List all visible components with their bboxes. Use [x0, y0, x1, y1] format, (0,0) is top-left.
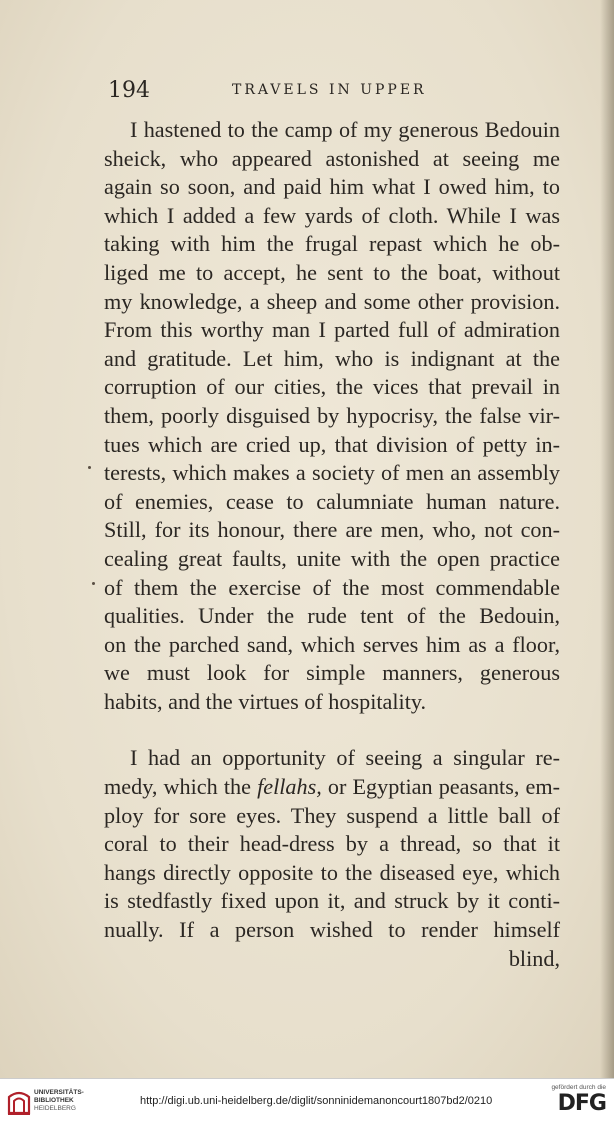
text-line: nually. If a person wished to render himself	[104, 917, 560, 943]
text-line: of them the exercise of the most commendable	[104, 574, 560, 600]
text-segment: medy, which the	[104, 774, 258, 800]
text-line: on the parched sand, which serves him as a floor,	[104, 631, 560, 657]
paragraph-gap	[104, 716, 560, 744]
ink-speck	[88, 466, 91, 469]
text-line: habits, and the virtues of hospitality.	[104, 688, 427, 714]
text-line: taking with him the frugal repast which he ob-	[104, 231, 560, 257]
library-name-line: UNIVERSITÄTS-	[34, 1089, 84, 1096]
text-line: qualities. Under the rude tent of the Bedouin,	[104, 603, 560, 629]
spine-shadow	[600, 0, 614, 1078]
text-segment: or Egyptian peasants, em-	[321, 774, 561, 800]
university-seal-icon	[6, 1087, 32, 1117]
text-line: them, poorly disguised by hypocrisy, the false vir-	[104, 402, 560, 428]
text-line: is stedfastly fixed upon it, and struck by it conti-	[104, 888, 560, 914]
text-line: sheick, who appeared astonished at seeing me	[104, 145, 560, 171]
body-text	[104, 116, 560, 973]
text-line: of enemies, cease to calumniate human nature.	[104, 488, 560, 514]
text-line: terests, which makes a society of men an assembly	[104, 460, 560, 486]
italic-word: fellahs,	[257, 774, 322, 800]
text-line: liged me to accept, he sent to the boat, without	[104, 259, 560, 285]
text-line: and gratitude. Let him, who is indignant at the	[104, 345, 560, 371]
viewer-footer	[0, 1078, 614, 1123]
page-header	[108, 78, 558, 104]
permalink-url[interactable]: http://digi.ub.uni-heidelberg.de/diglit/sonninidemanoncourt1807bd2/0210	[140, 1095, 493, 1107]
text-line: we must look for simple manners, generous	[104, 660, 560, 686]
paragraph-1	[104, 116, 560, 716]
text-line: again so soon, and paid him what I owed him, to	[104, 174, 560, 200]
text-line: cealing great faults, unite with the open practice	[104, 545, 560, 571]
dfg-logo-icon: DFG	[557, 1091, 606, 1116]
text-line	[104, 773, 560, 802]
text-line: Still, for its honour, there are men, who, not con-	[104, 517, 560, 543]
catchword: blind,	[508, 945, 560, 971]
library-name-line: HEIDELBERG	[34, 1105, 76, 1112]
library-name	[34, 1089, 84, 1113]
ink-speck	[92, 582, 95, 585]
text-line: I had an opportunity of seeing a singular re-	[130, 745, 560, 771]
page-number: 194	[108, 78, 150, 103]
text-line: tues which are cried up, that division of petty in-	[104, 431, 560, 457]
text-line: From this worthy man I parted full of admiration	[104, 317, 560, 343]
text-line: coral to their head-dress by a thread, so that it	[104, 831, 560, 857]
funding-caption: gefördert durch die	[551, 1084, 606, 1091]
text-line: which I added a few yards of cloth. While I was	[104, 202, 560, 228]
paragraph-2	[104, 744, 560, 973]
text-line: corruption of our cities, the vices that prevail in	[104, 374, 560, 400]
running-head: TRAVELS IN UPPER	[232, 82, 427, 98]
funder-block	[544, 1084, 606, 1117]
text-line: ploy for sore eyes. They suspend a little ball of	[104, 802, 560, 828]
text-line: my knowledge, a sheep and some other provision.	[104, 288, 560, 314]
library-name-line: BIBLIOTHEK	[34, 1097, 74, 1104]
text-line: hangs directly opposite to the diseased eye, which	[104, 859, 560, 885]
text-line: I hastened to the camp of my generous Bedouin	[130, 117, 560, 142]
